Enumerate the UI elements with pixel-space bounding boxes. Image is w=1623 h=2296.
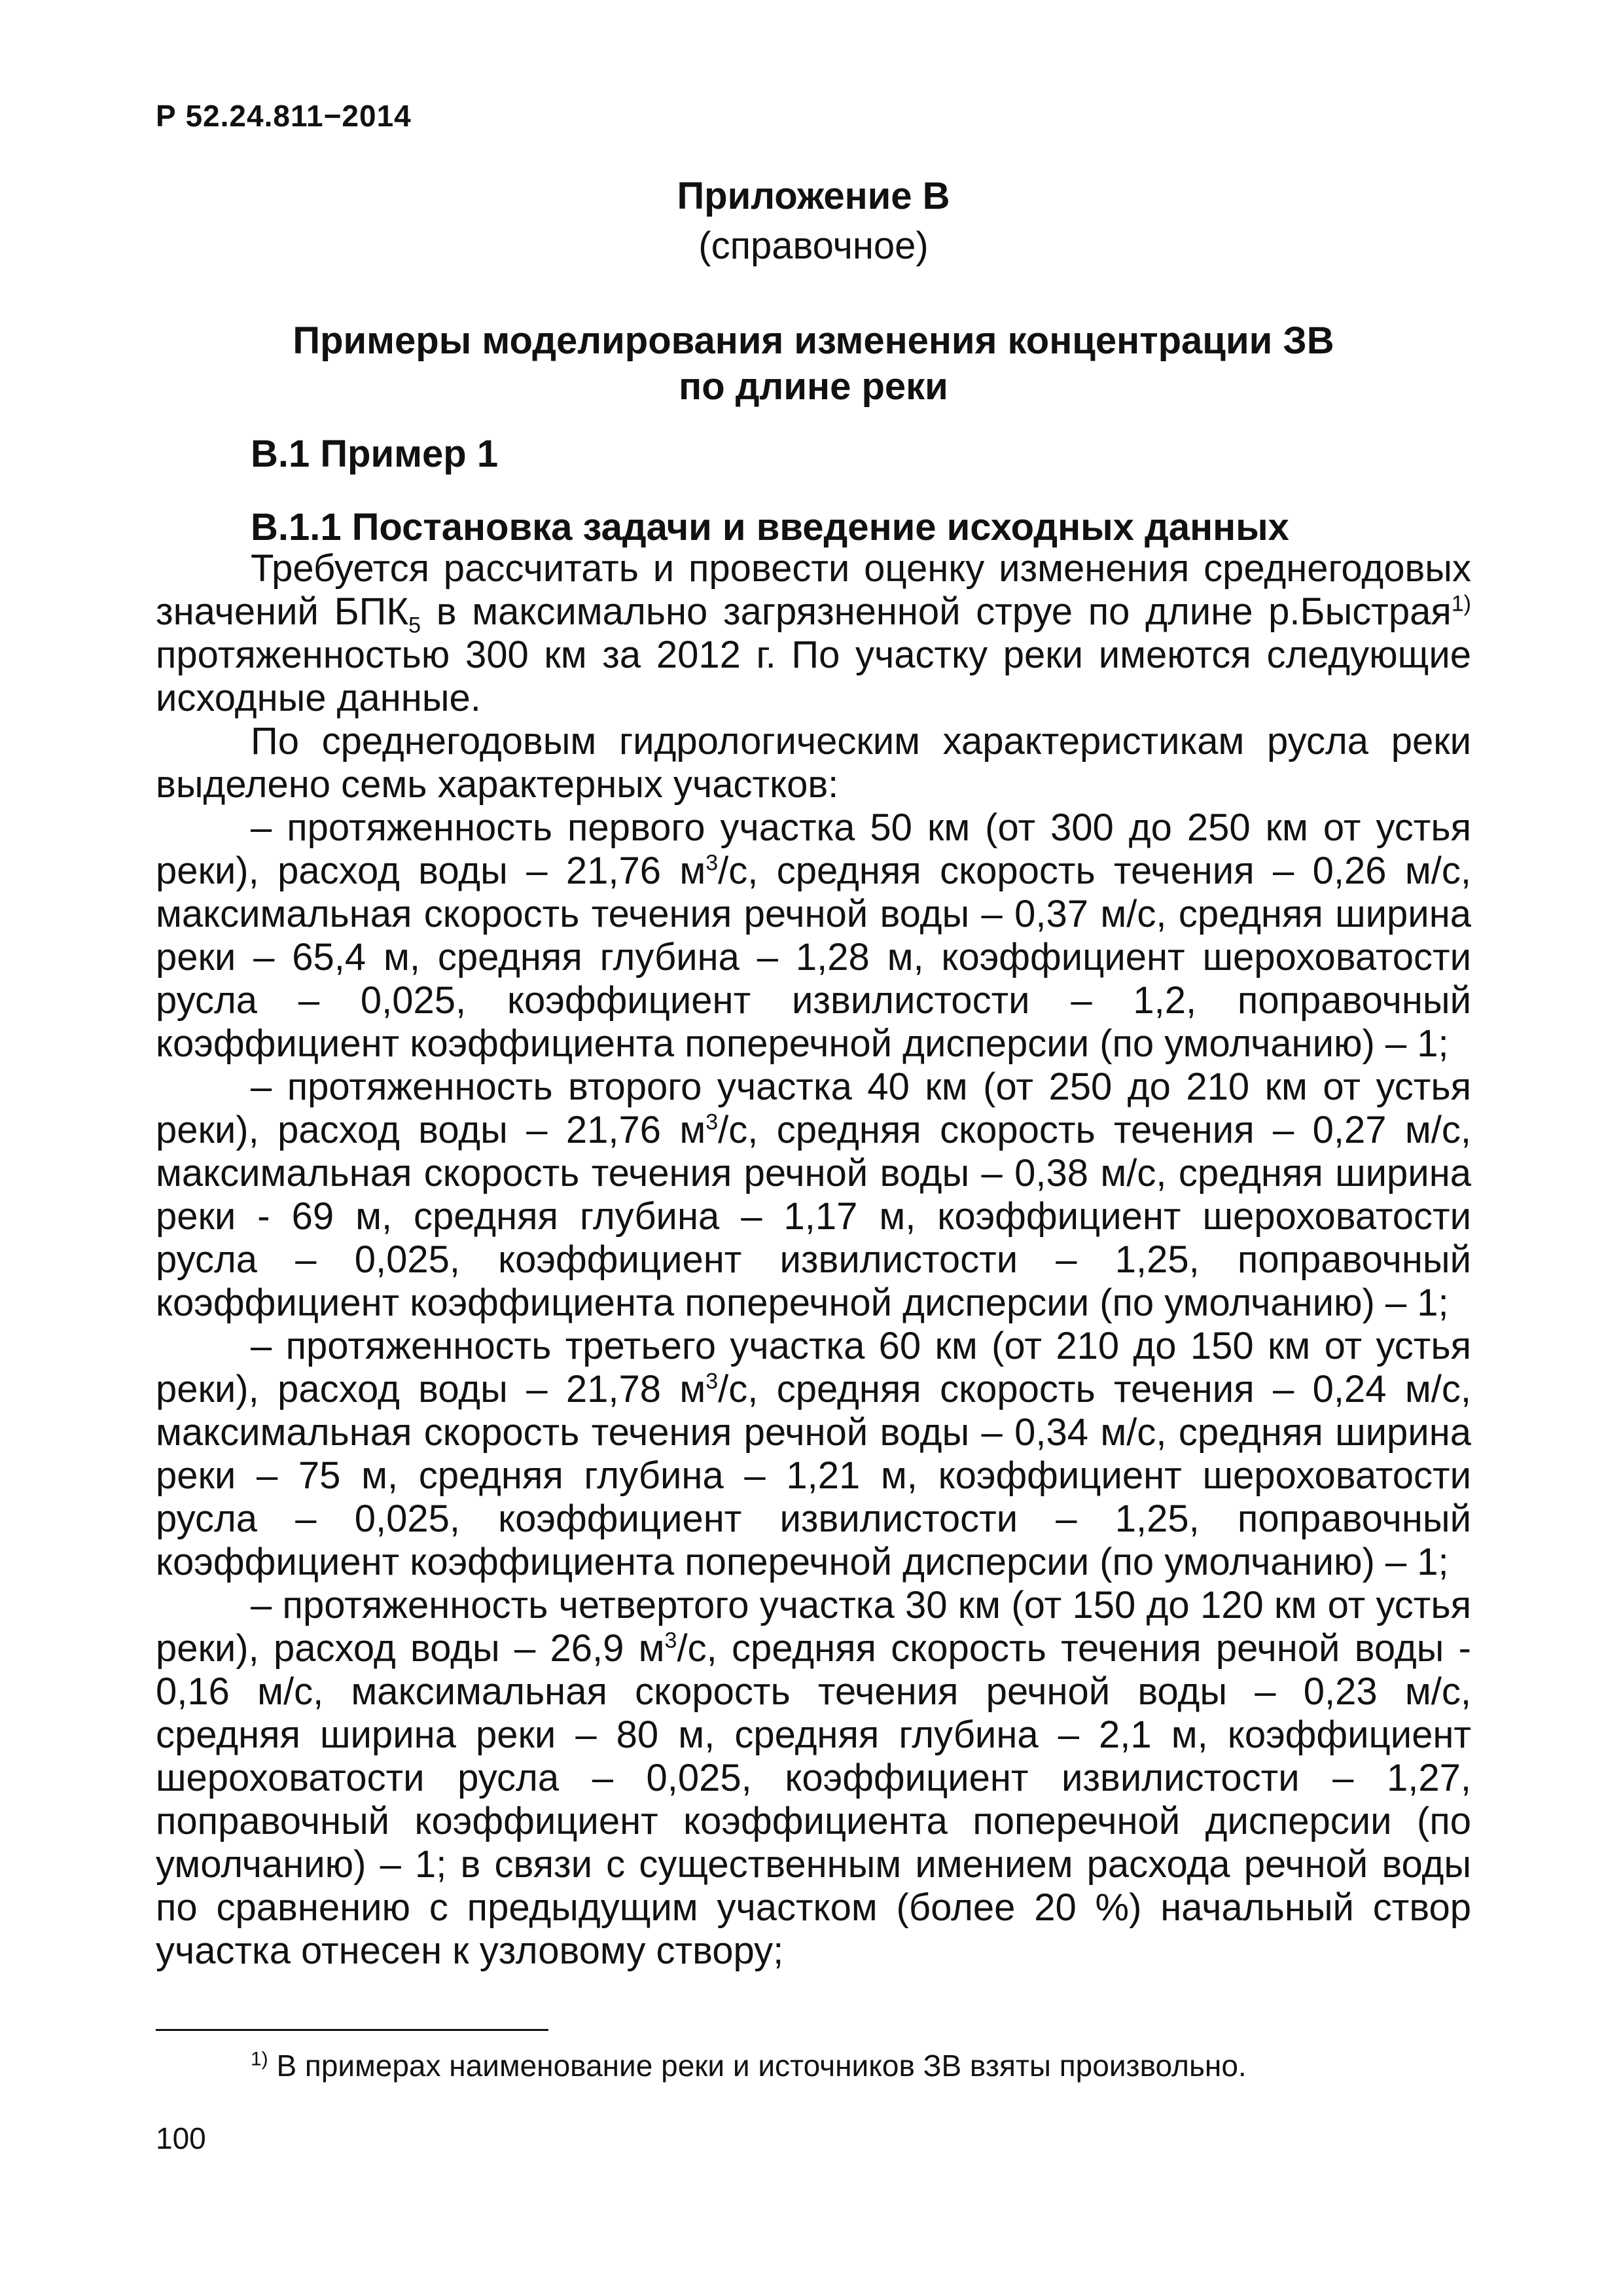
subsection-title: В.1.1 Постановка задачи и введение исходных данных xyxy=(251,506,1289,548)
body-text xyxy=(156,547,1471,1973)
paragraph-sections-intro: По среднегодовым гидрологическим характеристикам русла реки выделено семь характерных участков: xyxy=(156,720,1471,806)
subscript-5: 5 xyxy=(408,613,421,638)
footnote-reference: 1) xyxy=(1451,591,1471,617)
main-title xyxy=(156,318,1471,410)
appendix-title: Приложение В xyxy=(677,175,950,217)
paragraph-section-4: – протяженность четвертого участка 30 км (от 150 до 120 км от устья реки), расход воды – 26,9 $м^3/с$, средняя скорость течения речной воды - 0,16 м/с, максимальная скорость течения речной воды – 0,23 м/с, средняя ширина реки – 80 м, средняя глубина – 2,1 м, коэффициент шероховатости русла – 0,025, коэффициент извилистости – 1,27, поправочный коэффициент коэффициента поперечной дисперсии (по умолчанию) – 1; в связи с существенным имением расхода речной воды по сравнению с предыдущим участком (более 20 %) начальный створ участка отнесен к узловому створу; xyxy=(156,1584,1471,1972)
appendix-subtitle: (справочное) xyxy=(698,224,929,267)
document-code: Р 52.24.811−2014 xyxy=(156,99,412,133)
footnote-divider xyxy=(156,2029,548,2031)
footnote-text: В примерах наименование реки и источников ЗВ взяты произвольно. xyxy=(268,2049,1247,2083)
footnote-marker: 1) xyxy=(251,2048,268,2070)
main-title-line-2: по длине реки xyxy=(679,365,948,408)
footnote xyxy=(251,2045,1471,2086)
paragraph-task: Требуется рассчитать и провести оценку изменения среднегодовых значений $БПК_5$ в максимально загрязненной струе по длине р.Быстрая$^{1)}$ протяженностью 300 км за 2012 г. По участку реки имеются следующие исходные данные. xyxy=(156,547,1471,719)
section-title: В.1 Пример 1 xyxy=(251,433,499,475)
paragraph-section-1: – протяженность первого участка 50 км (от 300 до 250 км от устья реки), расход воды – 21,76 $м^3/с$, средняя скорость течения – 0,26 м/с, максимальная скорость течения речной воды – 0,37 м/с, средняя ширина реки – 65,4 м, средняя глубина – 1,28 м, коэффициент шероховатости русла – 0,025, коэффициент извилистости – 1,2, поправочный коэффициент коэффициента поперечной дисперсии (по умолчанию) – 1; xyxy=(156,806,1471,1065)
main-title-line-1: Примеры моделирования изменения концентрации ЗВ xyxy=(293,319,1334,362)
paragraph-section-2: – протяженность второго участка 40 км (от 250 до 210 км от устья реки), расход воды – 21,76 $м^3/с$, средняя скорость течения – 0,27 м/с, максимальная скорость течения речной воды – 0,38 м/с, средняя ширина реки - 69 м, средняя глубина – 1,17 м, коэффициент шероховатости русла – 0,025, коэффициент извилистости – 1,25, поправочный коэффициент коэффициента поперечной дисперсии (по умолчанию) – 1; xyxy=(156,1066,1471,1324)
page-number: 100 xyxy=(156,2121,206,2155)
paragraph-section-3: – протяженность третьего участка 60 км (от 210 до 150 км от устья реки), расход воды – 21,78 $м^3/с$, средняя скорость течения – 0,24 м/с, максимальная скорость течения речной воды – 0,34 м/с, средняя ширина реки – 75 м, средняя глубина – 1,21 м, коэффициент шероховатости русла – 0,025, коэффициент извилистости – 1,25, поправочный коэффициент коэффициента поперечной дисперсии (по умолчанию) – 1; xyxy=(156,1325,1471,1583)
